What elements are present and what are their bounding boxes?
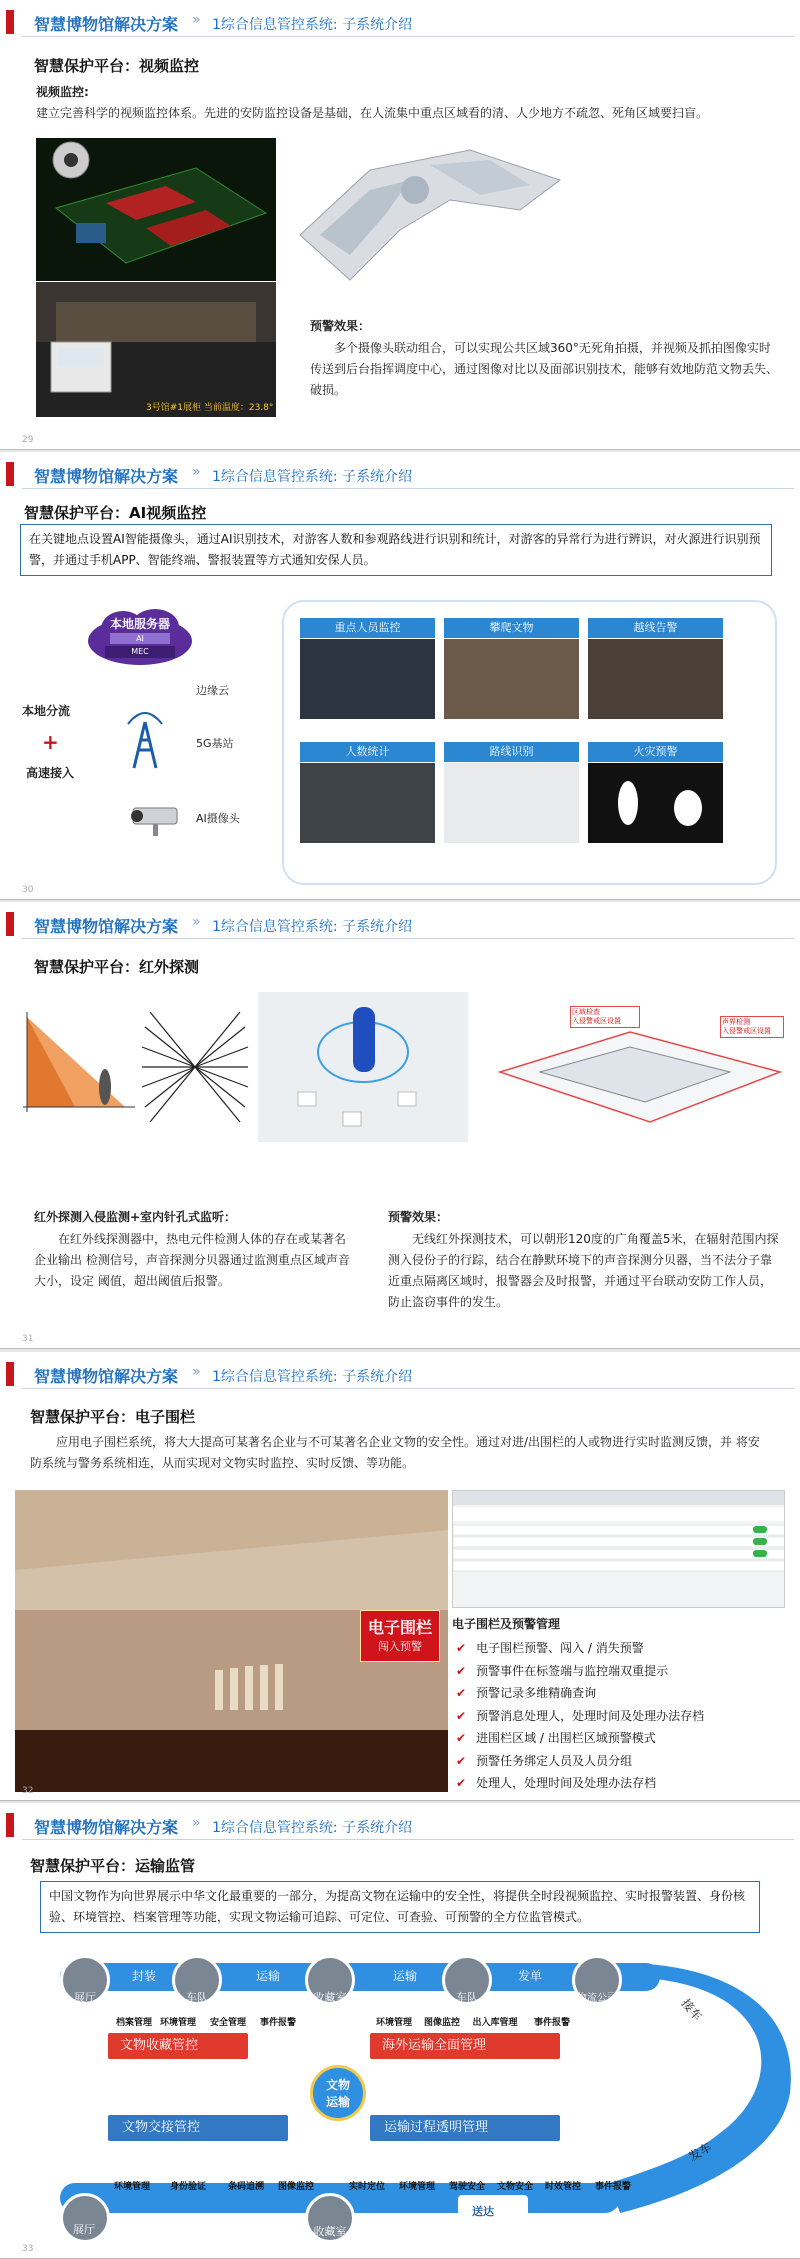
slide-infrared (0, 902, 800, 1349)
list-item: ✔ 预警事件在标签端与监控端双重提示 (456, 1660, 704, 1683)
people-count-photo (300, 763, 435, 843)
center-line-1: 文物 (325, 2078, 350, 2092)
receive-label: 文物接收 (193, 2227, 233, 2238)
breadcrumb: 1综合信息管控系统: 子系统介绍 (212, 1820, 413, 1836)
intro-box: 在关键地点设置AI智能摄像头，通过AI识别技术，对游客人数和参观路线进行识别和统计，对游客的异常行为进行辨识，对火源进行识别预警，并通过手机APP、智能终端、警报装置等方式通知安保人员。 (20, 524, 772, 576)
logistics-label: 物流公司 (577, 1993, 617, 2004)
section-subtitle: 视频监控: (36, 85, 89, 99)
intro-box: 中国文物作为向世界展示中华文化最重要的一部分，为提高文物在运输中的安全性，将提供全时段视频监控、实时报警装置、身份核验、环境管控、档案管理等功能，实现文物运输可追踪、可定位、可查验、可预警的全方位监管模式。 (40, 1881, 760, 1933)
page-number: 30 (22, 885, 34, 895)
slide-transport-supervision (0, 1803, 800, 2259)
header-divider (22, 36, 794, 37)
fan-beam-diagram (140, 1007, 250, 1127)
effect-title: 预警效果： (310, 319, 371, 333)
intro-text: 应用电子围栏系统，将大大提高可某著名企业与不可某著名企业文物的安全性。通过对进/出围栏的人或物进行实时监测反馈，并 将安防系统与警务系统相连，从而实现对文物实时监控、实时反馈、等功能。 (30, 1435, 760, 1470)
list-item: ✔ 电子围栏预警、闯入 / 消失预警 (456, 1637, 704, 1660)
line-cross-photo (588, 639, 723, 719)
effect-text: 多个摄像头联动组合，可以实现公共区域360°无死角拍摄，并视频及抓拍图像实时传送到后台指挥调度中心，通过图像对比以及面部识别技术，能够有效地防范文物丢失、破损。 (310, 341, 779, 397)
page-number: 29 (22, 435, 34, 445)
page-number: 33 (22, 2244, 34, 2254)
header-divider (22, 938, 794, 939)
page-title: 智慧保护平台：运输监管 (30, 1857, 196, 1875)
brand-title: 智慧博物馆解决方案 (34, 1367, 179, 1386)
tile-line-cross: 越线告警 (588, 618, 723, 638)
warehouse-bottom-label: 收藏室 (313, 2225, 347, 2238)
header-divider (22, 1839, 794, 1840)
slide-header (0, 1811, 800, 1839)
chip-image-monitor: 图像监控 (423, 2018, 460, 2028)
route-map-image (444, 763, 579, 843)
tile-fire: 火灾预警 (588, 742, 723, 762)
tile-people-count: 人数统计 (300, 742, 435, 762)
breadcrumb-separator: » (192, 12, 201, 28)
key-person-photo (300, 639, 435, 719)
cloud-title: 本地服务器 (109, 617, 170, 631)
header-divider (22, 488, 794, 489)
fence-list-title: 电子围栏及预警管理 (452, 1617, 561, 1631)
photo-caption: 3号馆#1展柜 当前温度：23.8° (146, 403, 274, 413)
exhibition-hall-photo (36, 282, 276, 417)
ship-label: 发单 (517, 1969, 542, 1983)
brand-title: 智慧博物馆解决方案 (34, 917, 179, 936)
chip-in-out: 出入库管理 (472, 2018, 518, 2028)
chip-archive: 档案管理 (115, 2018, 152, 2028)
chip-image-bottom: 图像监控 (277, 2182, 314, 2192)
hall-bottom-label: 展厅 (73, 2223, 95, 2236)
chip-barcode: 条码追溯 (227, 2182, 264, 2192)
brand-title: 智慧博物馆解决方案 (34, 1818, 179, 1837)
list-item: ✔ 处理人，处理时间及处理办法存档 (456, 1772, 704, 1795)
slide-header (0, 460, 800, 488)
left-text: 在红外线探测器中，热电元件检测人体的存在或某著名企业输出 检测信号，声音探测分贝器通过监测重点区域声音大小，设定 阈值，超出阈值后报警。 (34, 1232, 350, 1288)
slide-header (0, 8, 800, 36)
header-accent-bar (6, 912, 14, 936)
brand-title: 智慧博物馆解决方案 (34, 467, 179, 486)
slide-header (0, 910, 800, 938)
transport-label-2: 运输 (392, 1969, 417, 1983)
ai-camera-label: AI摄像头 (196, 812, 240, 825)
fleet-label: 车队 (186, 1991, 208, 2004)
list-item: ✔ 进围栏区域 / 出围栏区域预警模式 (456, 1727, 704, 1750)
breadcrumb: 1综合信息管控系统: 子系统介绍 (212, 1369, 413, 1385)
deliver-label: 送达 (472, 2205, 494, 2218)
intro-text: 建立完善科学的视频监控体系。先进的安防监控设备是基础，在人流集中重点区域看的清、人少地方不疏忽、死角区域要扫盲。 (36, 106, 709, 120)
chip-relic-safety: 文物安全 (496, 2182, 533, 2192)
left-title: 红外探测入侵监测+室内针孔式监听： (34, 1210, 237, 1224)
right-title: 预警效果： (388, 1210, 449, 1224)
5g-tower-icon (120, 710, 170, 770)
page-title: 智慧保护平台：视频监控 (34, 57, 200, 75)
5g-station-label: 5G基站 (196, 737, 234, 750)
fleet2-label: 车队 (456, 1991, 478, 2004)
fence-feature-list (456, 1637, 704, 1795)
delivery-truck-icon (458, 2195, 528, 2229)
plus-sign: + (42, 730, 59, 754)
handover-control-box: 文物交接管控 (108, 2115, 288, 2141)
infrared-coverage-diagram (15, 1007, 145, 1127)
fence-management-screenshot (452, 1490, 785, 1608)
high-speed-label: 高速接入 (26, 766, 75, 780)
transport-label-1: 运输 (255, 1969, 280, 1983)
hall-label: 展厅 (74, 1991, 96, 2004)
chip-event-bottom: 事件报警 (594, 2182, 631, 2192)
fence-exhibit-photo (15, 1490, 448, 1792)
slide-header (0, 1360, 800, 1388)
header-accent-bar (6, 462, 14, 486)
brand-title: 智慧博物馆解决方案 (34, 15, 179, 34)
chip-timeliness: 时效管控 (544, 2182, 581, 2192)
slide-video-monitoring (0, 0, 800, 450)
page-title: 智慧保护平台：电子围栏 (30, 1408, 196, 1426)
edge-cloud-label: 边缘云 (196, 684, 229, 697)
page-number: 31 (22, 1334, 34, 1344)
breadcrumb: 1综合信息管控系统: 子系统介绍 (212, 469, 413, 485)
alarm-zone-layout (480, 1002, 790, 1137)
pack-label: 封装 (131, 1969, 156, 1983)
center-line-2: 运输 (325, 2095, 350, 2109)
callout-left: 区域检查 入侵警戒区设置 (570, 1006, 640, 1028)
breadcrumb: 1综合信息管控系统: 子系统介绍 (212, 919, 413, 935)
control-room-3d-image (36, 138, 276, 281)
chip-event-alarm-2: 事件报警 (533, 2018, 570, 2028)
page-number: 32 (22, 1786, 34, 1796)
chip-realtime-location: 实时定位 (348, 2182, 385, 2192)
slide-ai-video (0, 452, 800, 900)
cloud-ai-layer: AI (110, 633, 170, 644)
chip-env-bottom: 环境管理 (113, 2182, 150, 2192)
header-divider (22, 1388, 794, 1389)
collection-control-box: 文物收藏管控 (108, 2033, 248, 2059)
cloud-mec-layer: MEC (105, 646, 175, 658)
slide-electronic-fence (0, 1352, 800, 1801)
detector-3d-render (258, 992, 468, 1142)
breadcrumb-separator: » (192, 1364, 201, 1380)
list-item: ✔ 预警任务绑定人员及人员分组 (456, 1750, 704, 1773)
chip-event-alarm: 事件报警 (259, 2018, 296, 2028)
chip-env-2-bottom: 环境管理 (398, 2182, 435, 2192)
header-accent-bar (6, 1813, 14, 1837)
sign-line-1: 电子围栏 (367, 1618, 432, 1637)
list-item: ✔ 预警消息处理人，处理时间及处理办法存档 (456, 1705, 704, 1728)
climbing-photo (444, 639, 579, 719)
local-split-label: 本地分流 (22, 704, 71, 718)
local-server-cloud (85, 607, 195, 667)
list-item: ✔ 预警记录多维精确查询 (456, 1682, 704, 1705)
fence-alert-sign (360, 1610, 440, 1662)
header-accent-bar (6, 10, 14, 34)
tile-climbing: 攀爬文物 (444, 618, 579, 638)
page-title: 智慧保护平台：红外探测 (34, 958, 200, 976)
museum-3d-floorplan (290, 140, 580, 300)
breadcrumb-separator: » (192, 464, 201, 480)
center-transport-circle (310, 2065, 366, 2121)
overseas-transport-box: 海外运输全面管理 (370, 2033, 560, 2059)
breadcrumb-separator: » (192, 914, 201, 930)
breadcrumb-separator: » (192, 1815, 201, 1831)
curve-top-label: 接车 (678, 1996, 705, 2024)
chip-environment: 环境管理 (159, 2018, 196, 2028)
breadcrumb: 1综合信息管控系统: 子系统介绍 (212, 17, 413, 33)
page-title: 智慧保护平台：AI视频监控 (24, 504, 207, 522)
transport-flow-ribbon (0, 1943, 800, 2259)
ai-camera-icon (125, 802, 185, 842)
tile-route: 路线识别 (444, 742, 579, 762)
transport-transparency-box: 运输过程透明管理 (370, 2115, 560, 2141)
right-text: 无线红外探测技术，可以朝形120度的广角覆盖5米，在辐射范围内探测入侵份子的行踪，结合在静默环境下的声音探测分贝器，当不法分子靠近重点隔离区域时，报警器会及时报警，并通过平台联动安防工作人员，防止盗窃事件的发生。 (388, 1232, 779, 1309)
curve-bottom-label: 发车 (686, 2139, 715, 2165)
warehouse-label: 收藏室 (313, 1991, 347, 2004)
chip-security: 安全管理 (209, 2018, 246, 2028)
chip-identity: 身份验证 (169, 2182, 206, 2192)
sign-line-2: 闯入预警 (378, 1640, 422, 1653)
header-accent-bar (6, 1362, 14, 1386)
tile-key-person: 重点人员监控 (300, 618, 435, 638)
chip-environment-2: 环境管理 (375, 2018, 412, 2028)
callout-right: 声界检测 入侵警戒区设置 (720, 1016, 784, 1038)
chip-driving: 驾驶安全 (448, 2182, 485, 2192)
ai-feature-panel (282, 600, 777, 885)
fire-detection-image (588, 763, 723, 843)
